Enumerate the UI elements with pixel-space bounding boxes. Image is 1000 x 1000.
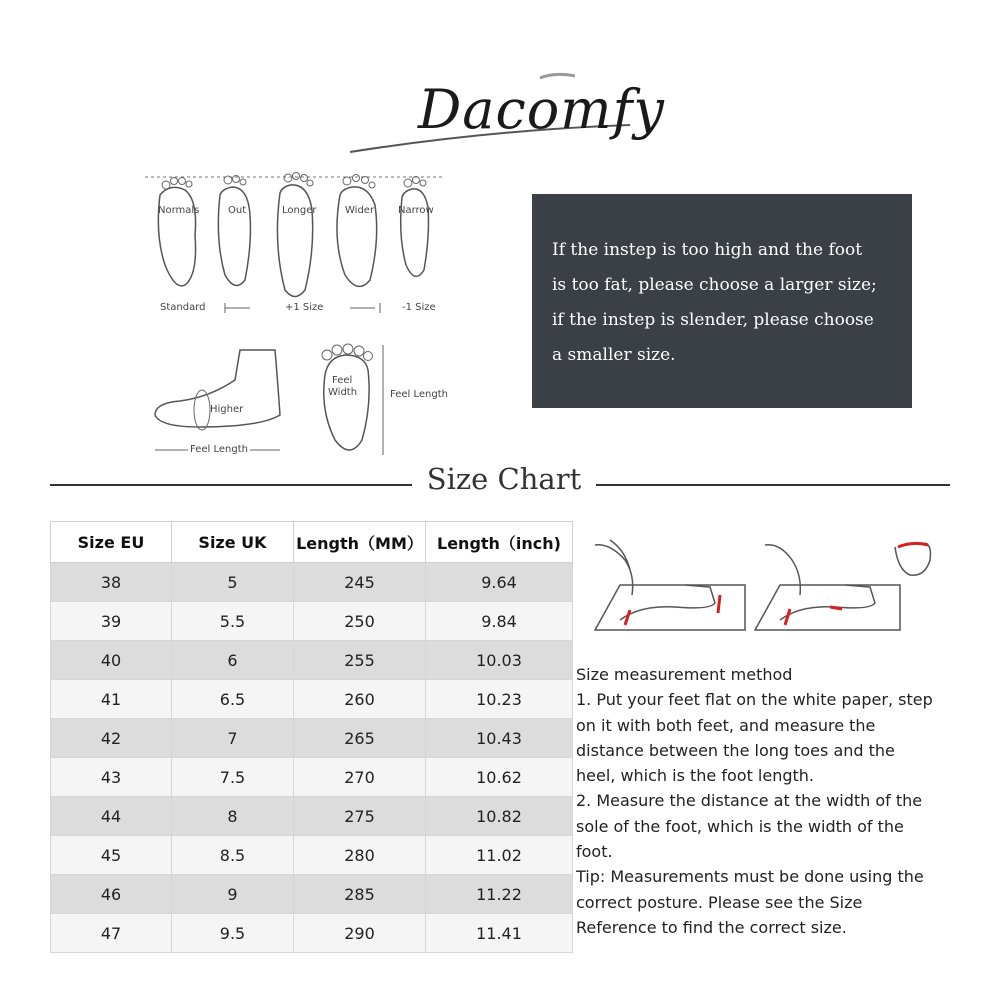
tip-line-3: if the instep is slender, please choose xyxy=(552,310,874,330)
table-row xyxy=(51,758,573,797)
table-row xyxy=(51,836,573,875)
table-row xyxy=(51,563,573,602)
cell-length-inch: 9.84 xyxy=(426,602,573,641)
cell-length-mm: 270 xyxy=(294,758,426,797)
cell-size-eu: 47 xyxy=(51,914,172,953)
divider-left xyxy=(50,484,412,486)
cell-length-inch: 11.02 xyxy=(426,836,573,875)
method-line-9: Tip: Measurements must be done using the xyxy=(576,867,924,887)
tip-line-4: a smaller size. xyxy=(552,345,676,365)
table-row xyxy=(51,875,573,914)
foot-label-wider: Wider xyxy=(345,205,375,216)
foot-label-out: Out xyxy=(228,205,247,216)
method-line-4: distance between the long toes and the xyxy=(576,740,895,760)
method-line-8: foot. xyxy=(576,842,613,862)
size-table xyxy=(50,521,573,953)
brand-logo xyxy=(340,70,665,160)
divider-right xyxy=(596,484,950,486)
cell-size-eu: 41 xyxy=(51,680,172,719)
cell-size-uk: 6.5 xyxy=(172,680,294,719)
header-size-uk: Size UK xyxy=(172,522,294,563)
cell-size-eu: 42 xyxy=(51,719,172,758)
cell-length-inch: 10.62 xyxy=(426,758,573,797)
method-line-2: 1. Put your feet flat on the white paper, step xyxy=(576,690,933,710)
foot-label-longer: Longer xyxy=(282,205,317,216)
cell-size-uk: 7 xyxy=(172,719,294,758)
method-line-10: correct posture. Please see the Size xyxy=(576,892,863,912)
cell-length-mm: 255 xyxy=(294,641,426,680)
cell-size-uk: 7.5 xyxy=(172,758,294,797)
cell-size-eu: 40 xyxy=(51,641,172,680)
method-line-1: Size measurement method xyxy=(576,665,793,684)
measurement-illustration xyxy=(580,525,960,650)
cell-size-eu: 43 xyxy=(51,758,172,797)
cell-length-mm: 265 xyxy=(294,719,426,758)
foot-label-narrow: Narrow xyxy=(398,205,434,216)
foot-label-normals: Normals xyxy=(158,205,200,216)
table-row xyxy=(51,641,573,680)
cell-length-mm: 275 xyxy=(294,797,426,836)
header-length-inch: Length（inch) xyxy=(426,522,573,563)
header-size-eu: Size EU xyxy=(51,522,172,563)
cell-length-inch: 10.43 xyxy=(426,719,573,758)
cell-size-uk: 6 xyxy=(172,641,294,680)
cell-length-mm: 250 xyxy=(294,602,426,641)
cell-length-mm: 245 xyxy=(294,563,426,602)
table-row xyxy=(51,602,573,641)
cell-length-inch: 10.03 xyxy=(426,641,573,680)
foot-type-diagrams xyxy=(140,165,460,465)
label-feel-width-1: Feel xyxy=(332,375,353,386)
cell-size-uk: 5.5 xyxy=(172,602,294,641)
cell-size-uk: 5 xyxy=(172,563,294,602)
cell-size-eu: 38 xyxy=(51,563,172,602)
brand-name: Dacomfy xyxy=(418,78,665,141)
label-plus-size: +1 Size xyxy=(285,302,324,313)
cell-length-inch: 9.64 xyxy=(426,563,573,602)
cell-size-eu: 44 xyxy=(51,797,172,836)
label-feel-length-side: Feel Length xyxy=(190,444,248,455)
tip-line-2: is too fat, please choose a larger size; xyxy=(552,275,877,295)
label-minus-size: -1 Size xyxy=(402,302,436,313)
measuring-foot-icon xyxy=(580,525,960,650)
cell-size-uk: 8 xyxy=(172,797,294,836)
cell-length-mm: 285 xyxy=(294,875,426,914)
cell-length-inch: 10.23 xyxy=(426,680,573,719)
cell-size-uk: 9 xyxy=(172,875,294,914)
table-header-row xyxy=(51,522,573,563)
method-line-3: on it with both feet, and measure the xyxy=(576,715,876,735)
method-line-6: 2. Measure the distance at the width of the xyxy=(576,791,923,811)
table-row xyxy=(51,914,573,953)
label-feel-width-2: Width xyxy=(328,387,358,398)
label-standard: Standard xyxy=(160,302,206,313)
cell-length-mm: 280 xyxy=(294,836,426,875)
header-length-mm: Length（MM） xyxy=(294,522,426,563)
label-higher: Higher xyxy=(210,404,244,415)
table-row xyxy=(51,719,573,758)
measurement-method xyxy=(576,662,956,940)
method-line-11: Reference to find the correct size. xyxy=(576,917,847,937)
cell-size-eu: 45 xyxy=(51,836,172,875)
cell-length-inch: 11.22 xyxy=(426,875,573,914)
method-line-5: heel, which is the foot length. xyxy=(576,766,815,786)
cell-length-mm: 290 xyxy=(294,914,426,953)
cell-size-eu: 46 xyxy=(51,875,172,914)
table-row xyxy=(51,797,573,836)
cell-length-mm: 260 xyxy=(294,680,426,719)
label-feel-length-sole: Feel Length xyxy=(390,389,448,400)
tip-line-1: If the instep is too high and the foot xyxy=(552,240,863,260)
section-title: Size Chart xyxy=(426,462,582,496)
method-line-7: sole of the foot, which is the width of the xyxy=(576,816,904,836)
cell-size-eu: 39 xyxy=(51,602,172,641)
cell-size-uk: 8.5 xyxy=(172,836,294,875)
table-row xyxy=(51,680,573,719)
cell-length-inch: 11.41 xyxy=(426,914,573,953)
cell-length-inch: 10.82 xyxy=(426,797,573,836)
cell-size-uk: 9.5 xyxy=(172,914,294,953)
instep-tip-box xyxy=(532,194,912,408)
